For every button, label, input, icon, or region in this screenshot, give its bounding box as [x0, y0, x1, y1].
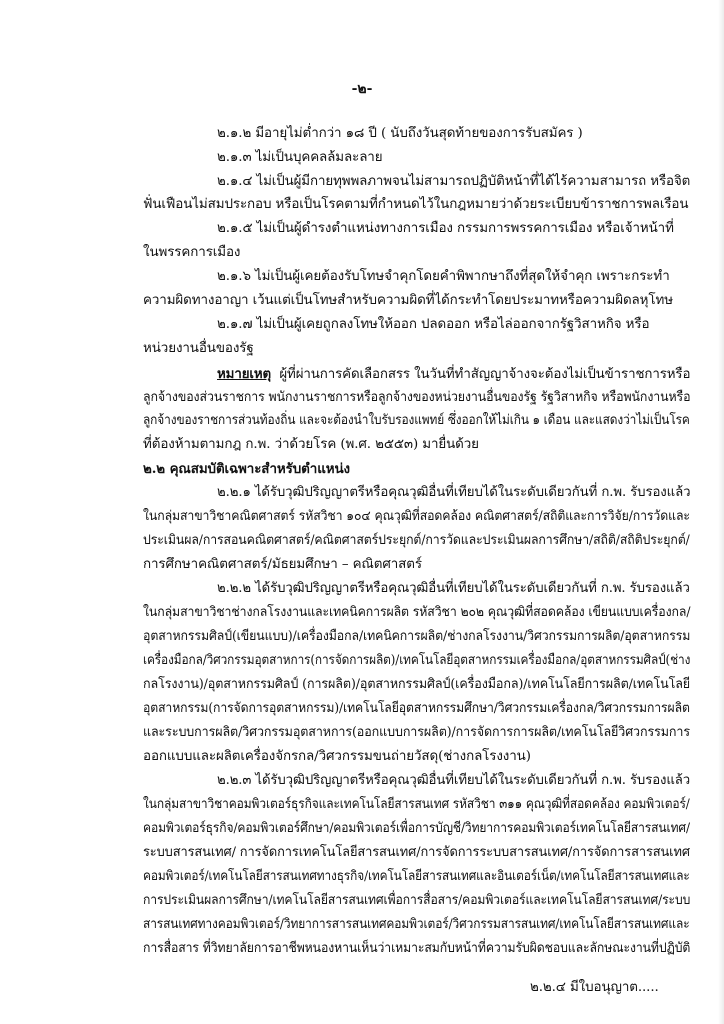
p2-line: อุตสาหกรรมศิลป์(เขียนแบบ)/เครื่องมือกล/เทคนิคการผลิต/ช่างกลโรงงาน/วิศวกรรมการผลิต/อุตสาหกรรม [143, 629, 691, 644]
note-line4: ที่ต้องห้ามตามกฎ ก.พ. ว่าด้วยโรค (พ.ศ. ๒๕๕๓) มายื่นด้วย [143, 437, 479, 452]
item-2-1-4-line1: ๒.๑.๔ ไม่เป็นผู้มีกายทุพพลภาพจนไม่สามารถปฏิบัติหน้าที่ได้ไร้ความสามารถ หรือจิต [217, 174, 691, 189]
item-2-1-6-line1: ๒.๑.๖ ไม่เป็นผู้เคยต้องรับโทษจำคุกโดยคำพิพากษาถึงที่สุดให้จำคุก เพราะกระทำ [217, 269, 670, 284]
p3-line: คอมพิวเตอร์ธุรกิจ/คอมพิวเตอร์ศึกษา/คอมพิวเตอร์เพื่อการบัญชี/วิทยาการคอมพิวเตอร์เทคโนโลยีสารสนเทศ/ [143, 821, 690, 836]
item-2-1-3: ๒.๑.๓ ไม่เป็นบุคคลล้มละลาย [217, 150, 383, 165]
p1-line: ประเมินผล/การสอนคณิตศาสตร์/คณิตศาสตร์ประยุกต์/การวัดและประเมินผลการศึกษา/สถิติ/สถิติประยุกต์/ [143, 533, 690, 548]
p1-line: ในกลุ่มสาขาวิชาคณิตศาสตร์ รหัสวิชา ๑๐๔ คุณวุฒิที่สอดคล้อง คณิตศาสตร์/สถิติและการวิจัย/การวัดและ [143, 509, 690, 524]
note-line2: ลูกจ้างของส่วนราชการ พนักงานราชการหรือลูกจ้างของหน่วยงานอื่นของรัฐ รัฐวิสาหกิจ หรือพนักงานหรือ [143, 390, 691, 405]
p3-line: ระบบสารสนเทศ/ การจัดการเทคโนโลยีสารสนเทศ/การจัดการระบบสารสนเทศ/การจัดการสารสนเทศ [143, 845, 690, 860]
scan-edge-shadow [718, 0, 724, 1024]
p2-line: ออกแบบและผลิตเครื่องจักรกล/วิศวกรรมขนถ่ายวัสดุ(ช่างกลโรงงาน) [143, 749, 531, 764]
note-line1 [217, 364, 690, 385]
p3-line: ๒.๒.๓ ได้รับวุฒิปริญญาตรีหรือคุณวุฒิอื่นที่เทียบได้ในระดับเดียวกันที่ ก.พ. รับรองแล้ว [217, 773, 691, 788]
p2-line: ๒.๒.๒ ได้รับวุฒิปริญญาตรีหรือคุณวุฒิอื่นที่เทียบได้ในระดับเดียวกันที่ ก.พ. รับรองแล้ว [217, 581, 690, 596]
note-label: หมายเหตุ [217, 366, 272, 382]
item-2-1-5-line1: ๒.๑.๕ ไม่เป็นผู้ดำรงตำแหน่งทางการเมือง กรรมการพรรคการเมือง หรือเจ้าหน้าที่ [217, 221, 674, 236]
page-number: -๒- [351, 81, 373, 97]
p2-line: อุตสาหกรรม(การจัดการอุตสาหกรรม)/เทคโนโลยีอุตสาหกรรมศึกษา/วิศวกรรมเครื่องกล/วิศวกรรมการผลิต [143, 701, 690, 716]
item-2-1-7-line1: ๒.๑.๗ ไม่เป็นผู้เคยถูกลงโทษให้ออก ปลดออก หรือไล่ออกจากรัฐวิสาหกิจ หรือ [217, 317, 650, 332]
p2-line: เครื่องมือกล/วิศวกรรมอุตสาหการ(การจัดการผลิต)/เทคโนโลยีอุตสาหกรรมเครื่องมือกล/อุตสาหกรรมศิลป์(ช่าง [143, 653, 691, 668]
p1-line: ๒.๒.๑ ได้รับวุฒิปริญญาตรีหรือคุณวุฒิอื่นที่เทียบได้ในระดับเดียวกันที่ ก.พ. รับรองแล้ว [217, 485, 691, 500]
item-2-1-7-line2: หน่วยงานอื่นของรัฐ [143, 341, 254, 356]
item-2-1-2: ๒.๑.๒ มีอายุไม่ต่ำกว่า ๑๘ ปี ( นับถึงวันสุดท้ายของการรับสมัคร ) [217, 126, 583, 141]
p1-line: การศึกษาคณิตศาสตร์/มัธยมศึกษา – คณิตศาสตร์ [143, 557, 422, 572]
p3-line: การประเมินผลการศึกษา/เทคโนโลยีสารสนเทศเพื่อการสื่อสาร/คอมพิวเตอร์และเทคโนโลยีสารสนเทศ/ระบบ [143, 893, 691, 908]
note-text-1: ผู้ที่ผ่านการคัดเลือกสรร ในวันที่ทำสัญญาจ้างจะต้องไม่เป็นข้าราชการหรือ [279, 367, 691, 382]
continuation-text: ๒.๒.๔ มีใบอนุญาต..... [530, 980, 659, 995]
p2-line: กลโรงงาน)/อุตสาหกรรมศิลป์ (การผลิต)/อุตสาหกรรมศิลป์(เครื่องมือกล)/เทคโนโลยีการผลิต/เทคโนโลยี [143, 677, 691, 692]
section-2-2-heading: ๒.๒ คุณสมบัติเฉพาะสำหรับตำแหน่ง [143, 461, 350, 477]
note-line3: ลูกจ้างของราชการส่วนท้องถิ่น และจะต้องนำใบรับรองแพทย์ ซึ่งออกให้ไม่เกิน ๑ เดือน และแสดงว่าไม่เป็นโรค [143, 413, 690, 428]
item-2-1-6-line2: ความผิดทางอาญา เว้นแต่เป็นโทษสำหรับความผิดที่ได้กระทำโดยประมาทหรือความผิดลหุโทษ [143, 293, 673, 308]
p3-line: คอมพิวเตอร์/เทคโนโลยีสารสนเทศทางธุรกิจ/เทคโนโลยีสารสนเทศและอินเตอร์เน็ต/เทคโนโลยีสารสนเทศและ [143, 869, 690, 884]
p3-line: สารสนเทศทางคอมพิวเตอร์/วิทยาการสารสนเทศคอมพิวเตอร์/วิศวกรรมสารสนเทศ/เทคโนโลยีสารสนเทศและ [143, 917, 690, 932]
item-2-1-4-line2: ฟั่นเฟือนไม่สมประกอบ หรือเป็นโรคตามที่กำหนดไว้ในกฎหมายว่าด้วยระเบียบข้าราชการพลเรือน [143, 197, 689, 212]
item-2-1-5-line2: ในพรรคการเมือง [143, 245, 241, 260]
p3-line: การสื่อสาร ที่วิทยาลัยการอาชีพหนองหานเห็นว่าเหมาะสมกับหน้าที่ความรับผิดชอบและลักษณะงานที่ปฏิบัติ [143, 941, 691, 956]
p3-line: ในกลุ่มสาขาวิชาคอมพิวเตอร์ธุรกิจและเทคโนโลยีสารสนเทศ รหัสวิชา ๓๑๑ คุณวุฒิที่สอดคล้อง คอมพิวเตอร์/ [143, 797, 690, 812]
p2-line: ในกลุ่มสาขาวิชาช่างกลโรงงานและเทคนิคการผลิต รหัสวิชา ๒๐๒ คุณวุฒิที่สอดคล้อง เขียนแบบเครื่องกล/ [143, 605, 691, 620]
p2-line: และระบบการผลิต/วิศวกรรมอุตสาหการ(ออกแบบการผลิต)/การจัดการการผลิต/เทคโนโลยีวิศวกรรมการ [143, 725, 690, 740]
